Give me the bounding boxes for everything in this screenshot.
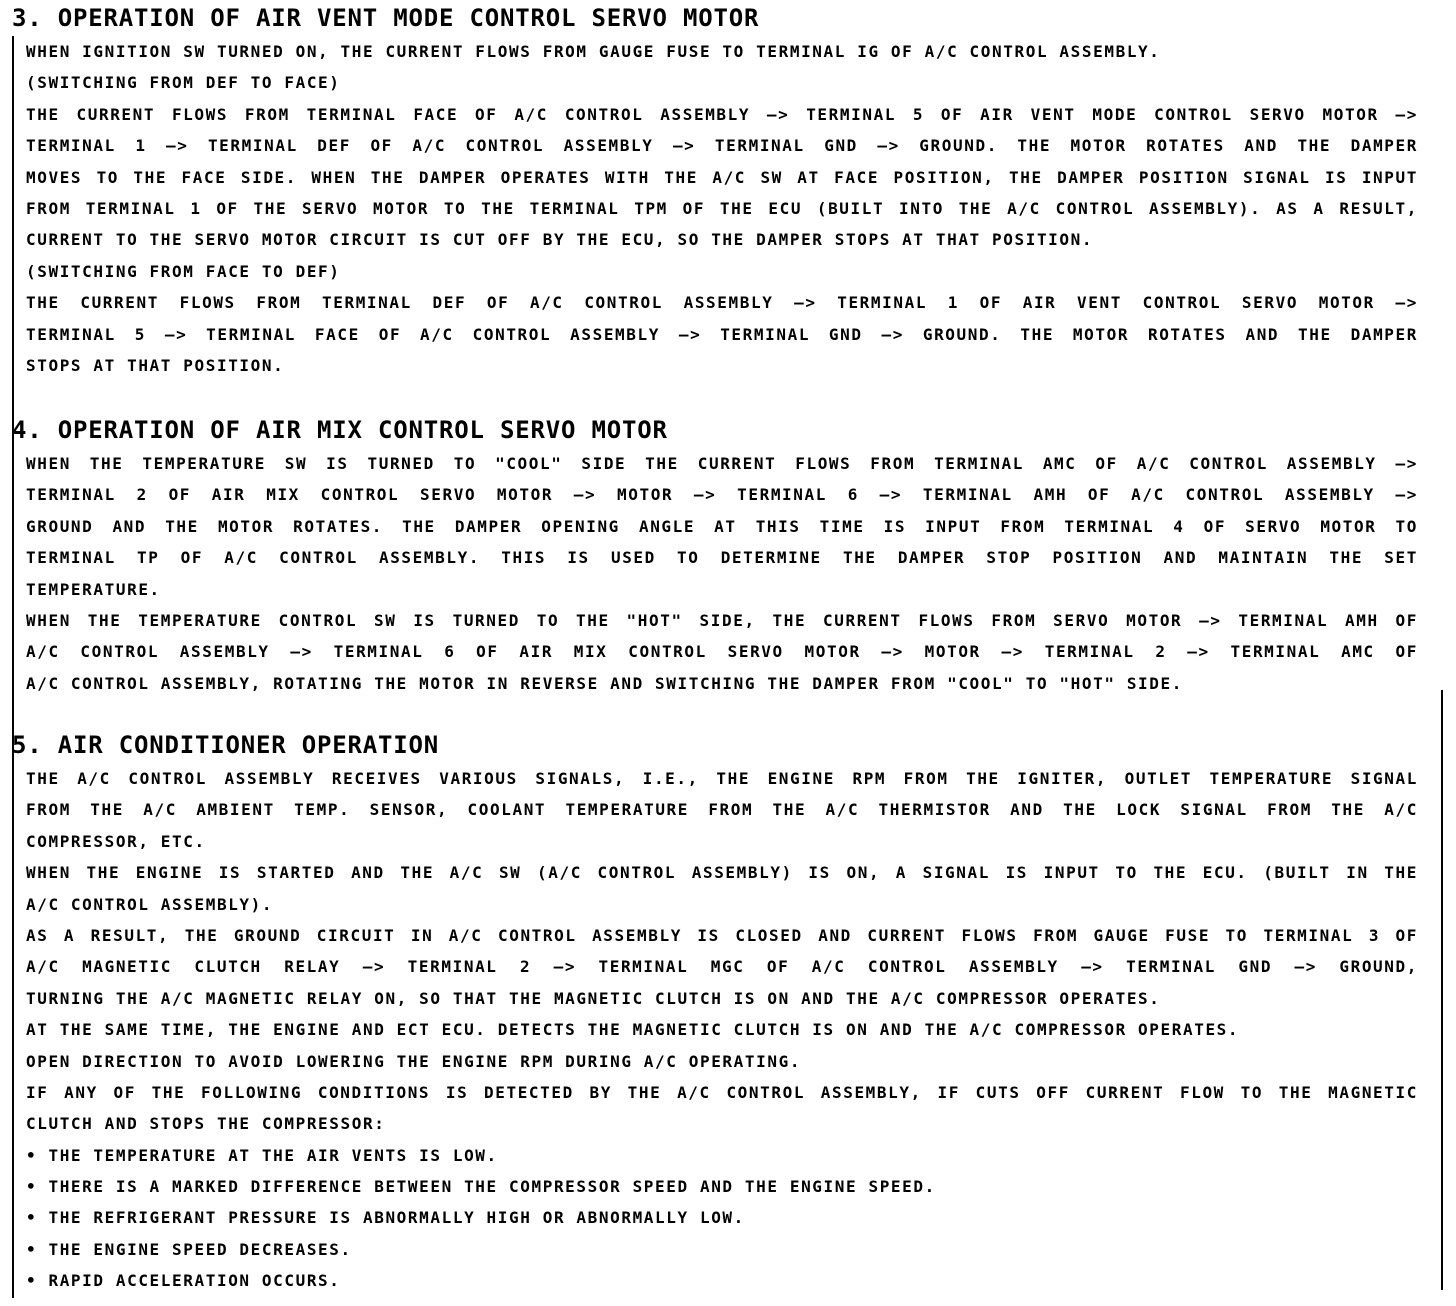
- text-line: • THERE IS A MARKED DIFFERENCE BETWEEN THE COMPRESSOR SPEED AND THE ENGINE SPEED.: [26, 1177, 936, 1197]
- text-line: • THE TEMPERATURE AT THE AIR VENTS IS LOW.: [26, 1145, 498, 1165]
- text-line: CURRENT TO THE SERVO MOTOR CIRCUIT IS CUT OFF BY THE ECU, SO THE DAMPER STOPS AT THAT POSITION.: [26, 230, 1094, 250]
- text-line: A/C CONTROL ASSEMBLY —> TERMINAL 6 OF AIR MIX CONTROL SERVO MOTOR —> MOTOR —> TERMINAL 2 —> TERMINAL AMC OF: [26, 642, 1418, 662]
- text-line: (SWITCHING FROM FACE TO DEF): [26, 261, 341, 281]
- text-line: THE CURRENT FLOWS FROM TERMINAL FACE OF A/C CONTROL ASSEMBLY —> TERMINAL 5 OF AIR VENT MODE CONTROL SERVO MOTOR —>: [26, 104, 1418, 124]
- text-line: TURNING THE A/C MAGNETIC RELAY ON, SO THAT THE MAGNETIC CLUTCH IS ON AND THE A/C COMPRESSOR OPERATES.: [26, 988, 1161, 1008]
- right-margin-rule: [1441, 690, 1443, 1290]
- text-line: COMPRESSOR, ETC.: [26, 831, 206, 851]
- text-line: A/C MAGNETIC CLUTCH RELAY —> TERMINAL 2 —> TERMINAL MGC OF A/C CONTROL ASSEMBLY —> TERMINAL GND —> GROUND,: [26, 957, 1418, 977]
- text-line: A/C CONTROL ASSEMBLY).: [26, 894, 274, 914]
- text-line: THE CURRENT FLOWS FROM TERMINAL DEF OF A/C CONTROL ASSEMBLY —> TERMINAL 1 OF AIR VENT CONTROL SERVO MOTOR —>: [26, 293, 1418, 313]
- text-line: WHEN THE TEMPERATURE CONTROL SW IS TURNED TO THE "HOT" SIDE, THE CURRENT FLOWS FROM SERVO MOTOR —> TERMINAL AMH OF: [26, 610, 1418, 630]
- text-line: A/C CONTROL ASSEMBLY, ROTATING THE MOTOR IN REVERSE AND SWITCHING THE DAMPER FROM "COOL" TO "HOT" SIDE.: [26, 673, 1183, 693]
- text-line: TEMPERATURE.: [26, 579, 161, 599]
- text-line: AT THE SAME TIME, THE ENGINE AND ECT ECU. DETECTS THE MAGNETIC CLUTCH IS ON AND THE A/C COMPRESSOR OPERATES.: [26, 1020, 1240, 1040]
- text-line: GROUND AND THE MOTOR ROTATES. THE DAMPER OPENING ANGLE AT THIS TIME IS INPUT FROM TERMINAL 4 OF SERVO MOTOR TO: [26, 516, 1418, 536]
- text-line: WHEN THE ENGINE IS STARTED AND THE A/C SW (A/C CONTROL ASSEMBLY) IS ON, A SIGNAL IS INPUT TO THE ECU. (BUILT IN THE: [26, 863, 1418, 883]
- section-heading: 3. OPERATION OF AIR VENT MODE CONTROL SERVO MOTOR: [12, 4, 760, 32]
- text-line: WHEN THE TEMPERATURE SW IS TURNED TO "COOL" SIDE THE CURRENT FLOWS FROM TERMINAL AMC OF A/C CONTROL ASSEMBLY —>: [26, 454, 1418, 473]
- text-line: THE A/C CONTROL ASSEMBLY RECEIVES VARIOUS SIGNALS, I.E., THE ENGINE RPM FROM THE IGNITER, OUTLET TEMPERATURE SIGNAL: [26, 769, 1418, 788]
- text-line: TERMINAL TP OF A/C CONTROL ASSEMBLY. THIS IS USED TO DETERMINE THE DAMPER STOP POSITION AND MAINTAIN THE SET: [26, 548, 1418, 568]
- section-body: [12, 448, 1430, 699]
- text-line: • THE ENGINE SPEED DECREASES.: [26, 1239, 352, 1259]
- text-line: FROM THE A/C AMBIENT TEMP. SENSOR, COOLANT TEMPERATURE FROM THE A/C THERMISTOR AND THE LOCK SIGNAL FROM THE A/C: [26, 800, 1418, 820]
- section-air-conditioner-operation: [12, 731, 1430, 1297]
- text-line: TERMINAL 1 —> TERMINAL DEF OF A/C CONTROL ASSEMBLY —> TERMINAL GND —> GROUND. THE MOTOR ROTATES AND THE DAMPER: [26, 136, 1418, 156]
- section-air-vent-mode-servo: [12, 4, 1430, 381]
- section-body: [12, 763, 1430, 1297]
- text-line: WHEN IGNITION SW TURNED ON, THE CURRENT FLOWS FROM GAUGE FUSE TO TERMINAL IG OF A/C CONTROL ASSEMBLY.: [26, 42, 1161, 61]
- section-body: [12, 36, 1430, 381]
- section-heading: 4. OPERATION OF AIR MIX CONTROL SERVO MOTOR: [12, 416, 668, 444]
- text-line: (SWITCHING FROM DEF TO FACE): [26, 73, 341, 93]
- section-air-mix-servo: [12, 416, 1430, 699]
- text-line: FROM TERMINAL 1 OF THE SERVO MOTOR TO THE TERMINAL TPM OF THE ECU (BUILT INTO THE A/C CONTROL ASSEMBLY). AS A RESULT,: [26, 198, 1418, 218]
- text-line: TERMINAL 2 OF AIR MIX CONTROL SERVO MOTOR —> MOTOR —> TERMINAL 6 —> TERMINAL AMH OF A/C CONTROL ASSEMBLY —>: [26, 485, 1418, 505]
- text-line: STOPS AT THAT POSITION.: [26, 355, 285, 375]
- text-line: TERMINAL 5 —> TERMINAL FACE OF A/C CONTROL ASSEMBLY —> TERMINAL GND —> GROUND. THE MOTOR ROTATES AND THE DAMPER: [26, 324, 1418, 344]
- section-heading: 5. AIR CONDITIONER OPERATION: [12, 731, 439, 759]
- text-line: OPEN DIRECTION TO AVOID LOWERING THE ENGINE RPM DURING A/C OPERATING.: [26, 1051, 802, 1071]
- text-line: • RAPID ACCELERATION OCCURS.: [26, 1271, 341, 1291]
- text-line: IF ANY OF THE FOLLOWING CONDITIONS IS DETECTED BY THE A/C CONTROL ASSEMBLY, IF CUTS OFF CURRENT FLOW TO THE MAGNETIC: [26, 1082, 1418, 1102]
- text-line: AS A RESULT, THE GROUND CIRCUIT IN A/C CONTROL ASSEMBLY IS CLOSED AND CURRENT FLOWS FROM GAUGE FUSE TO TERMINAL 3 OF: [26, 925, 1418, 945]
- text-line: MOVES TO THE FACE SIDE. WHEN THE DAMPER OPERATES WITH THE A/C SW AT FACE POSITION, THE DAMPER POSITION SIGNAL IS INPUT: [26, 167, 1418, 187]
- text-line: CLUTCH AND STOPS THE COMPRESSOR:: [26, 1114, 386, 1134]
- text-line: • THE REFRIGERANT PRESSURE IS ABNORMALLY HIGH OR ABNORMALLY LOW.: [26, 1208, 745, 1228]
